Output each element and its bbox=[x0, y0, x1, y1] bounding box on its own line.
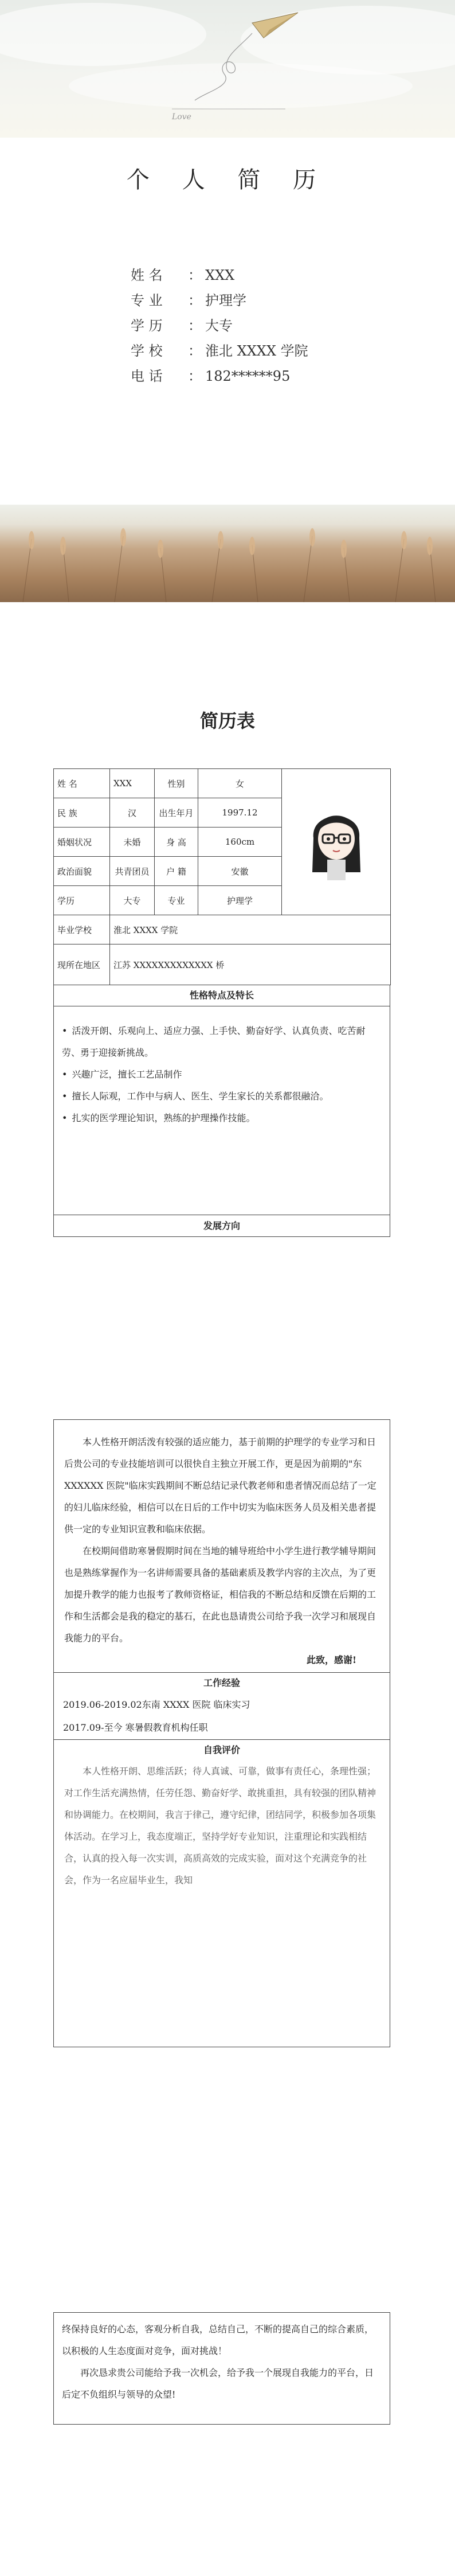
cover-title: 个 人 简 历 bbox=[126, 167, 329, 193]
gender-label: 性别 bbox=[155, 769, 198, 798]
love-text: Love bbox=[172, 112, 191, 122]
info-sep: ： bbox=[188, 343, 202, 359]
work-heading: 工作经验 bbox=[54, 1672, 390, 1693]
info-sep: ： bbox=[188, 267, 202, 283]
address-value: 江苏 XXXXXXXXXXXXX 桥 bbox=[110, 944, 391, 985]
marital-value: 未婚 bbox=[110, 828, 155, 857]
info-value: 护理学 bbox=[205, 292, 246, 309]
info-label: 姓 名 bbox=[131, 267, 163, 283]
wheat-field-banner bbox=[0, 505, 455, 602]
birth-label: 出生年月 bbox=[155, 798, 198, 828]
work-list bbox=[54, 1693, 390, 1739]
list-item: 2017.09-至今 寒暑假教育机构任职 bbox=[63, 1722, 208, 1733]
info-label: 学 历 bbox=[131, 318, 163, 334]
school-label: 毕业学校 bbox=[54, 915, 110, 944]
cover-letter-paragraph: 本人性格开朗活泼有较强的适应能力，基于前期的护理学的专业学习和日后贵公司的专业技能培训可以很快自主独立开展工作，更是因为前期的"东 XXXXXX 医院"临床实践期间不断总结记录代教老师和患者情况而总结了一定的妇儿临床经验，相信可以在日后的工作中切实为临床医务人员及相关患者提供一定的专业知识宣教和临床依据。 bbox=[64, 1437, 376, 1535]
ethnic-label: 民 族 bbox=[54, 798, 110, 828]
list-item: • 扎实的医学理论知识，熟练的护理操作技能。 bbox=[62, 1107, 382, 1129]
continuation-box bbox=[53, 2312, 390, 2425]
info-sep: ： bbox=[188, 292, 202, 309]
info-education-row bbox=[131, 314, 233, 337]
list-item: 2019.06-2019.02东南 XXXX 医院 临床实习 bbox=[63, 1699, 250, 1710]
resume-table bbox=[53, 768, 391, 985]
birth-value: 1997.12 bbox=[198, 798, 282, 828]
thanks-text: 此致，感谢! bbox=[306, 1654, 356, 1665]
eval-text: 本人性格开朗、思维活跃；待人真诚、可靠，做事有责任心，条理性强；对工作生活充满热情，任劳任怨、勤奋好学、敢挑重担，具有较强的团队精神和协调能力。在校期间，我言于律己，遵守纪律，团结同学，积极参加各项集体活动。在学习上，我态度端正，坚持学好专业知识，注重理论和实践相结合，认真的投入每一次实训，高质高效的完成实验，面对这个充满竞争的社会，作为一名应届毕业生，我知 bbox=[64, 1766, 376, 1886]
cover-letter-body bbox=[54, 1420, 390, 1671]
resume-heading: 简历表 bbox=[199, 710, 255, 732]
cover-letter-paragraph: 在校期间借助寒暑假期时间在当地的辅导班给中小学生进行教学辅导期间也是熟练掌握作为一名讲师需要具备的基础素质及教学内容的主次点，为了更加提升教学的能力也报考了教师资格证，相信我的不断总结和反馈在后期的工作和生活都会是我的稳定的基石，在此也恳请贵公司给予我一次学习和展现自我能力的平台。 bbox=[64, 1545, 376, 1644]
list-item: • 擅长人际观，工作中与病人、医生、学生家长的关系都很融洽。 bbox=[62, 1086, 382, 1107]
traits-list bbox=[54, 1006, 390, 1129]
address-label: 现所在地区 bbox=[54, 944, 110, 985]
continuation-text: 再次恳求贵公司能给予我一次机会，给予我一个展现自我能力的平台，日后定不负组织与领导的众望! bbox=[62, 2367, 374, 2400]
traits-heading: 性格特点及特长 bbox=[54, 985, 390, 1006]
ethnic-value: 汉 bbox=[110, 798, 155, 828]
info-name-row bbox=[131, 264, 234, 287]
direction-heading: 发展方向 bbox=[54, 1215, 390, 1237]
gender-value: 女 bbox=[198, 769, 282, 798]
photo-cell bbox=[282, 769, 391, 915]
info-school-row bbox=[131, 339, 308, 362]
eval-heading: 自我评价 bbox=[54, 1739, 390, 1761]
avatar bbox=[302, 792, 371, 889]
name-value: XXX bbox=[110, 769, 155, 798]
list-item: • 活泼开朗、乐观向上、适应力强、上手快、勤奋好学、认真负责、吃苦耐劳、勇于迎接新挑战。 bbox=[62, 1020, 382, 1064]
continuation-text: 终保持良好的心态，客观分析自我，总结自己，不断的提高自己的综合素质，以积极的人生态度面对竞争，面对挑战！ bbox=[62, 2324, 374, 2356]
origin-value: 安徽 bbox=[198, 857, 282, 886]
cover-letter-box bbox=[53, 1419, 390, 2047]
origin-label: 户 籍 bbox=[155, 857, 198, 886]
political-label: 政治面貌 bbox=[54, 857, 110, 886]
info-phone-row bbox=[131, 365, 290, 388]
major-value: 护理学 bbox=[198, 886, 282, 915]
edu-label: 学历 bbox=[54, 886, 110, 915]
eval-body bbox=[54, 1761, 390, 1891]
name-label: 姓 名 bbox=[54, 769, 110, 798]
info-label: 电 话 bbox=[131, 368, 163, 384]
height-label: 身 高 bbox=[155, 828, 198, 857]
list-item: • 兴趣广泛，擅长工艺品制作 bbox=[62, 1064, 382, 1086]
marital-label: 婚姻状况 bbox=[54, 828, 110, 857]
height-value: 160cm bbox=[198, 828, 282, 857]
info-value: XXX bbox=[205, 267, 235, 283]
political-value: 共青团员 bbox=[110, 857, 155, 886]
school-value: 淮北 XXXX 学院 bbox=[110, 915, 391, 944]
info-value: 182******95 bbox=[205, 368, 291, 384]
info-major-row bbox=[131, 289, 246, 312]
info-sep: ： bbox=[188, 318, 202, 334]
traits-box bbox=[53, 985, 390, 1237]
edu-value: 大专 bbox=[110, 886, 155, 915]
info-label: 专 业 bbox=[131, 292, 163, 309]
header-banner bbox=[0, 0, 455, 138]
info-value: 淮北 XXXX 学院 bbox=[205, 343, 308, 359]
info-sep: ： bbox=[188, 368, 202, 384]
info-label: 学 校 bbox=[131, 343, 163, 359]
info-value: 大专 bbox=[205, 318, 233, 334]
paper-plane-illustration bbox=[0, 0, 455, 138]
major-label: 专业 bbox=[155, 886, 198, 915]
